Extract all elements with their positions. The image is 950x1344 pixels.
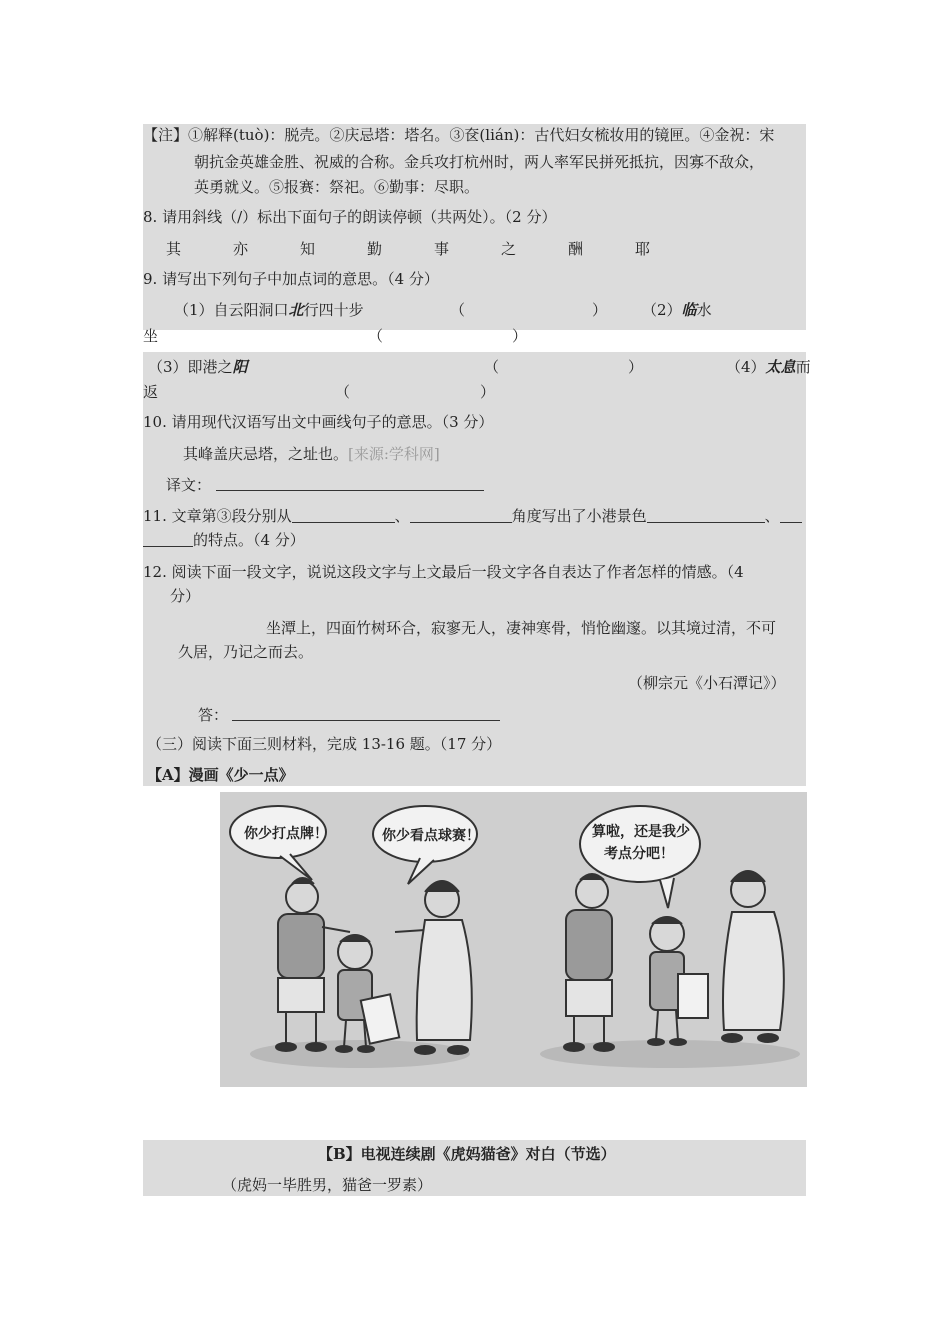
q9-paren-close: ） xyxy=(512,327,528,345)
q9-paren-open: （ xyxy=(484,358,500,376)
q9-paren-open: （ xyxy=(335,383,351,401)
note-line-1: 【注】①解释(tuò)：脱壳。②庆忌塔：塔名。③奁(lián)：古代妇女梳妆用的镜匣。④金祝：宋 xyxy=(143,126,775,144)
q11-text-end: 的特点。（4 分） xyxy=(143,529,305,551)
q12-citation: （柳宗元《小石潭记》） xyxy=(628,674,786,692)
q8-char: 耶 xyxy=(635,240,651,258)
q12-prompt-line-1: 12. 阅读下面一段文字，说说这段文字与上文最后一段文字各自表达了作者怎样的情感。（4 xyxy=(143,563,744,581)
q10-source-tag: [来源:学科网] xyxy=(348,445,440,463)
q12-passage-line-1: 坐潭上，四面竹树环合，寂寥无人，凄神寒骨，悄怆幽邃。以其境过清，不可 xyxy=(266,619,777,637)
q11-text: 11. 文章第③段分别从 、 角度写出了小港景色 、 xyxy=(143,505,802,527)
q9-paren-open: （ xyxy=(368,327,384,345)
q12-passage-line-2: 久居，乃记之而去。 xyxy=(178,643,314,661)
note-line-3: 英勇就义。⑤报赛：祭祀。⑥勤事：尽职。 xyxy=(194,178,480,196)
q9-paren-close: ） xyxy=(480,383,496,401)
q8-char: 亦 xyxy=(233,240,249,258)
material-b-cast: （虎妈一毕胜男，猫爸一罗素） xyxy=(222,1176,433,1194)
q12-answer-label: 答： xyxy=(198,706,229,724)
q9-prompt: 9. 请写出下列句子中加点词的意思。（4 分） xyxy=(143,270,439,288)
q9-paren-open: （ xyxy=(450,301,466,319)
section3-heading: （三）阅读下面三则材料，完成 13-16 题。（17 分） xyxy=(147,735,502,753)
bubble-text-1: 你少打点牌！ xyxy=(244,826,328,842)
q8-char: 勤 xyxy=(367,240,383,258)
comic-image xyxy=(220,792,807,1087)
q11-blank[interactable] xyxy=(410,506,512,523)
q11-blank-cont[interactable] xyxy=(143,530,193,547)
q9-item-1: （1）自云阳洞口北行四十步 xyxy=(174,301,364,319)
q10-sentence: 其峰盖庆忌塔，之址也。[来源:学科网] xyxy=(183,445,440,463)
note-line-2: 朝抗金英雄金胜、祝威的合称。金兵攻打杭州时，两人率军民拼死抵抗，因寡不敌众， xyxy=(194,153,765,171)
q8-char: 知 xyxy=(300,240,316,258)
q12-prompt-line-2: 分） xyxy=(170,587,201,605)
q8-char: 事 xyxy=(434,240,450,258)
q9-paren-close: ） xyxy=(592,301,608,319)
q12-answer-line[interactable] xyxy=(232,720,500,721)
q8-char: 其 xyxy=(166,240,182,258)
bubble-text-2: 你少看点球赛！ xyxy=(382,828,480,844)
comic-drawing xyxy=(220,792,807,1087)
q8-char: 酬 xyxy=(568,240,584,258)
material-a-title: 【A】漫画《少一点》 xyxy=(147,766,294,784)
q9-item-2: （2）临水 xyxy=(642,301,712,319)
q9-item-2-wrap: 坐 xyxy=(143,327,159,345)
q9-item-4-wrap: 返 xyxy=(143,383,159,401)
q9-paren-close: ） xyxy=(628,358,644,376)
q11-blank[interactable] xyxy=(292,506,395,523)
bubble-text-3b: 考点分吧！ xyxy=(604,846,674,862)
q8-prompt: 8. 请用斜线（/）标出下面句子的朗读停顿（共两处）。（2 分） xyxy=(143,208,557,226)
q10-answer-label: 译文： xyxy=(166,476,212,494)
q8-char: 之 xyxy=(501,240,517,258)
q11-blank[interactable] xyxy=(647,506,765,523)
q10-prompt: 10. 请用现代汉语写出文中画线句子的意思。（3 分） xyxy=(143,413,494,431)
q11-blank[interactable] xyxy=(780,506,802,523)
speech-bubble xyxy=(580,806,700,882)
q10-answer-line[interactable] xyxy=(216,490,484,491)
q9-item-3: （3）即港之阳 xyxy=(148,358,248,376)
q9-item-4: （4）太息而 xyxy=(726,358,811,376)
material-b-title: 【B】电视连续剧《虎妈猫爸》对白（节选） xyxy=(318,1145,616,1163)
bubble-text-3a: 算啦，还是我少 xyxy=(592,824,690,840)
